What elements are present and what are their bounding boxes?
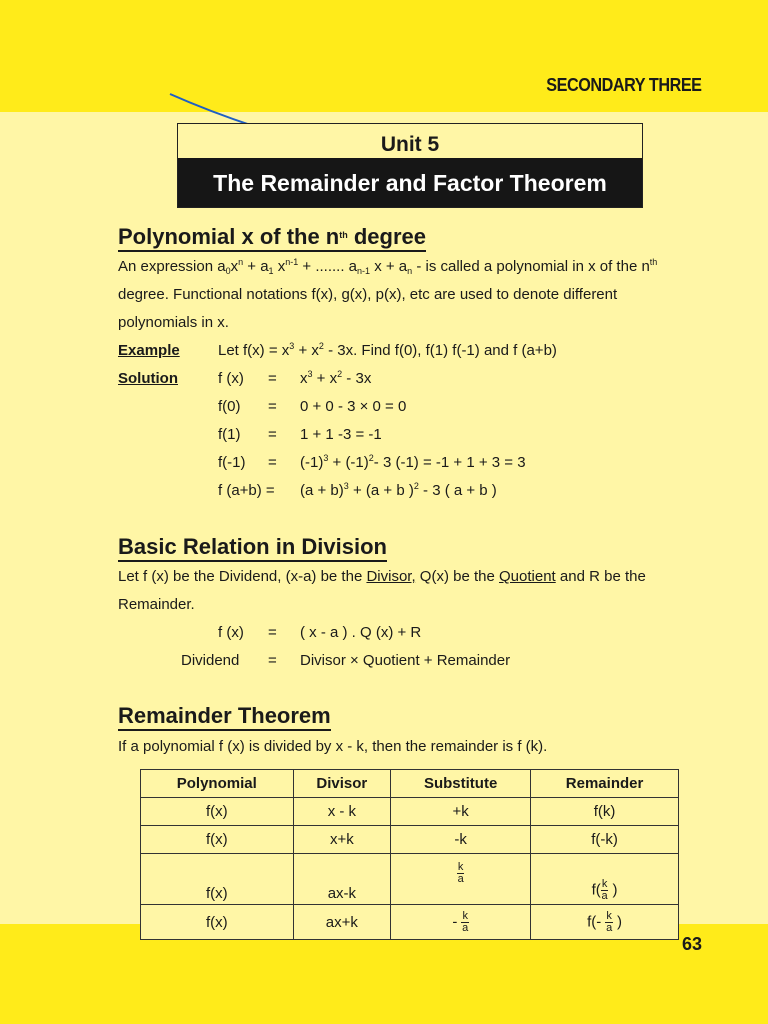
solution-step-lhs: f (a+b) = (218, 482, 275, 499)
fraction: $\frac{k}{a}$ (462, 909, 469, 934)
table-header: Divisor (293, 770, 391, 798)
division-word-lhs: Dividend (181, 652, 240, 669)
division-word-sign: = (268, 652, 277, 669)
solution-step-lhs: f(1) (218, 426, 241, 443)
fraction: $\frac{k}{a}$ (457, 861, 464, 885)
division-eq-lhs: f (x) (218, 624, 244, 641)
division-eq-sign: = (268, 624, 277, 641)
table-row (141, 905, 679, 940)
solution-label: Solution (118, 370, 178, 387)
section-heading-division: Basic Relation in Division (118, 534, 387, 562)
table-header: Remainder (531, 770, 679, 798)
cell-divisor: ax-k (293, 854, 391, 905)
table-row (141, 854, 679, 905)
solution-step-rhs: $x^3 + x^2 - 3x$ (300, 369, 372, 387)
solution-step-rhs: $(a + b)^3 + (a + b$ )$^2$ - 3 ( a + b ) (300, 481, 497, 499)
cell-remainder: f( $\frac{k}{a}$ ) (531, 854, 679, 905)
solution-step-lhs: f(0) (218, 398, 241, 415)
cell-divisor: x+k (293, 826, 391, 854)
division-word-rhs: Divisor × Quotient + Remainder (300, 652, 511, 669)
fraction: $\frac{k}{a}$ (601, 878, 608, 902)
cell-remainder: f(- $\frac{k}{a}$ ) (531, 905, 679, 940)
solution-step-rhs: 1 + 1 -3 = -1 (300, 426, 382, 443)
table-header: Polynomial (141, 770, 294, 798)
cell-polynomial: f(x) (141, 798, 294, 826)
cell-polynomial: f(x) (141, 826, 294, 854)
section-heading-polynomial: Polynomial x of the $n^{th}$ degree (118, 224, 426, 252)
unit-title-box (177, 123, 643, 208)
solution-step-rhs: $(-1)^3 + (-1)^2-$ 3 (-1) = -1 + 1 + 3 = 3 (300, 453, 526, 471)
section-heading-remainder-theorem: Remainder Theorem (118, 703, 331, 731)
cell-remainder: f(k) (531, 798, 679, 826)
polynomial-definition-line3: polynomials in x. (118, 314, 229, 331)
unit-number: Unit 5 (380, 133, 440, 156)
unit-title: The Remainder and Factor Theorem (178, 158, 642, 207)
remainder-theorem-statement: If a polynomial f (x) is divided by x - k, then the remainder is f (k). (118, 738, 548, 755)
polynomial-definition-line: An expression $a_0x^n + a_1$ $x^{n-1}$ + ....... $a_{n-1}$ $x + a_n$ - is called a polynomial in x of the $n^{th}$ (118, 257, 658, 276)
example-label: Example (118, 342, 180, 359)
series-label: SECONDARY THREE (546, 75, 702, 95)
solution-step-lhs: f (x) (218, 370, 244, 387)
cell-polynomial: f(x) (141, 905, 294, 940)
solution-step-eq: = (268, 370, 277, 387)
solution-step-lhs: f(-1) (218, 454, 246, 471)
page-number: 63 (681, 934, 702, 954)
solution-step-eq: = (268, 426, 277, 443)
cell-remainder: f(-k) (531, 826, 679, 854)
table-header: Substitute (391, 770, 531, 798)
division-eq-rhs: ( x - a ) . Q (x) + R (300, 624, 422, 641)
cell-substitute: +k (391, 798, 531, 826)
solution-step-rhs: 0 + 0 - 3 × 0 = 0 (300, 398, 407, 415)
solution-step-eq: = (268, 398, 277, 415)
cell-polynomial: f(x) (141, 854, 294, 905)
table-row (141, 798, 679, 826)
cell-substitute: - $\frac{k}{a}$ (391, 905, 531, 940)
table-row (141, 826, 679, 854)
cell-substitute: -k (391, 826, 531, 854)
example-text: Let $f(x) = x^3 + x^2 - 3x$. Find f(0), f(1) f(-1) and f (a+b) (218, 341, 557, 359)
cell-divisor: ax+k (293, 905, 391, 940)
remainder-table (140, 769, 679, 940)
cell-substitute (391, 854, 531, 905)
cell-divisor: x - k (293, 798, 391, 826)
division-text-line2: Remainder. (118, 596, 195, 613)
polynomial-definition-line2: degree. Functional notations f(x), g(x), p(x), etc are used to denote different (118, 286, 618, 303)
division-text-line1: Let f (x) be the Dividend, (x-a) be the Divisor, Q(x) be the Quotient and R be the (118, 568, 646, 585)
solution-step-eq: = (268, 454, 277, 471)
fraction: $\frac{k}{a}$ (606, 909, 613, 934)
